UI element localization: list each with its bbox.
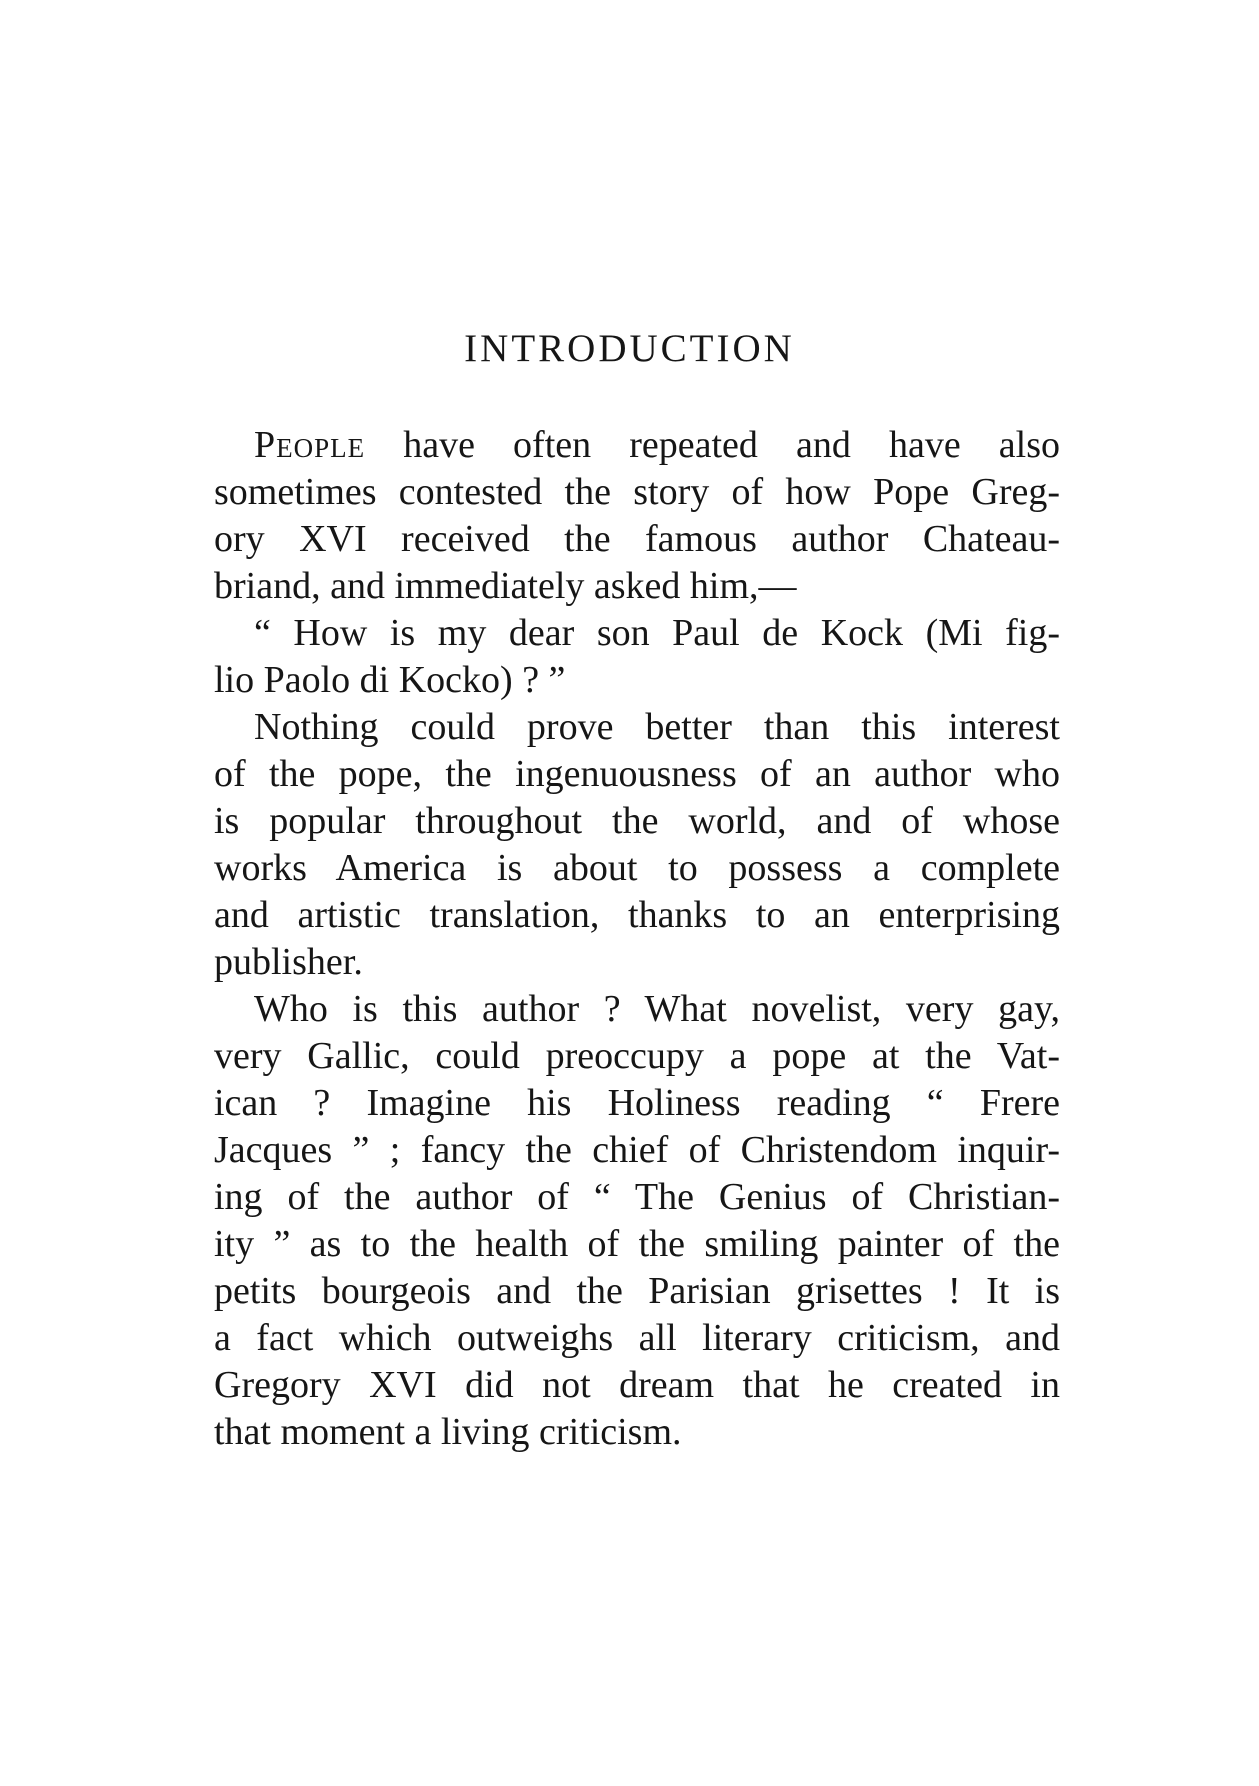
paragraph-1-line-1 [214, 422, 1060, 469]
paragraph-3-line-2: of the pope, the ingenuousness of an author who [214, 753, 1060, 795]
paragraph-1-line-2: sometimes contested the story of how Pope Greg- [214, 471, 1060, 513]
paragraph-2-line-2: lio Paolo di Kocko) ? ” [214, 659, 566, 701]
paragraph-3-line-4: works America is about to possess a complete [214, 847, 1060, 889]
paragraph-4-line-9: Gregory XVI did not dream that he created in [214, 1364, 1060, 1406]
paragraph-1-line-4: briand, and immediately asked him,— [214, 565, 797, 607]
paragraph-4-line-8: a fact which outweighs all literary criticism, and [214, 1317, 1060, 1359]
paragraph-4-line-5: ing of the author of “ The Genius of Christian- [214, 1176, 1060, 1218]
paragraph-3-line-3: is popular throughout the world, and of whose [214, 800, 1060, 842]
paragraph-4-line-7: petits bourgeois and the Parisian grisettes ! It is [214, 1270, 1060, 1312]
paragraph-4-line-6: ity ” as to the health of the smiling painter of the [214, 1223, 1060, 1265]
paragraph-4-line-3: ican ? Imagine his Holiness reading “ Frere [214, 1082, 1060, 1124]
paragraph-1-line-3: ory XVI received the famous author Chateau- [214, 518, 1060, 560]
paragraph-4-line-2: very Gallic, could preoccupy a pope at the Vat- [214, 1035, 1060, 1077]
paragraph-3-line-5: and artistic translation, thanks to an enterprising [214, 894, 1060, 936]
chapter-body [214, 422, 1060, 1456]
paragraph-4-line-1: Who is this author ? What novelist, very gay, [254, 988, 1060, 1030]
paragraph-2-line-1: “ How is my dear son Paul de Kock (Mi fig- [254, 612, 1060, 654]
paragraph-3-line-1: Nothing could prove better than this interest [254, 706, 1060, 748]
paragraph-4-line-4: Jacques ” ; fancy the chief of Christendom inquir- [214, 1129, 1060, 1171]
paragraph-3-line-6: publisher. [214, 941, 363, 983]
paragraph-4-line-10: that moment a living criticism. [214, 1411, 682, 1453]
opening-word: People [254, 424, 366, 466]
paragraph-1-line-1-rest: have often repeated and have also [365, 424, 1060, 466]
chapter-title: INTRODUCTION [464, 327, 795, 370]
